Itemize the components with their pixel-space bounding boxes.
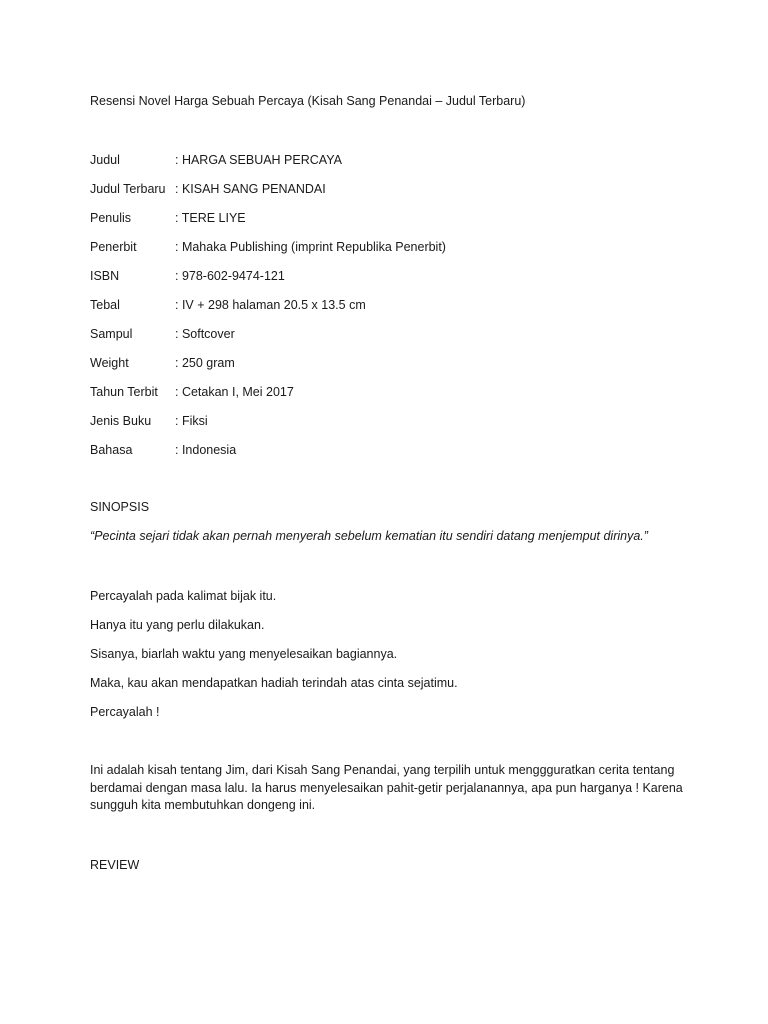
detail-row-tebal — [90, 296, 690, 325]
detail-label: Judul — [90, 153, 120, 167]
sinopsis-line: Maka, kau akan mendapatkan hadiah terindah atas cinta sejatimu. — [90, 676, 458, 690]
detail-label: Bahasa — [90, 443, 133, 457]
detail-label: Judul Terbaru — [90, 182, 166, 196]
detail-label: Penerbit — [90, 240, 137, 254]
review-heading: REVIEW — [90, 858, 140, 872]
detail-row-bahasa — [90, 441, 690, 470]
detail-value: : IV + 298 halaman 20.5 x 13.5 cm — [175, 298, 366, 312]
sinopsis-lines — [90, 587, 458, 732]
detail-row-tahun-terbit — [90, 383, 690, 412]
detail-value: : HARGA SEBUAH PERCAYA — [175, 153, 342, 167]
detail-label: Sampul — [90, 327, 133, 341]
detail-row-weight — [90, 354, 690, 383]
book-details — [90, 151, 690, 470]
sinopsis-heading: SINOPSIS — [90, 500, 150, 514]
detail-value: : Indonesia — [175, 443, 237, 457]
detail-row-judul-terbaru — [90, 180, 690, 209]
sinopsis-line: Percayalah pada kalimat bijak itu. — [90, 589, 277, 603]
detail-row-penerbit — [90, 238, 690, 267]
sinopsis-line: Hanya itu yang perlu dilakukan. — [90, 618, 265, 632]
sinopsis-line: Percayalah ! — [90, 705, 160, 719]
sinopsis-paragraph: Ini adalah kisah tentang Jim, dari Kisah Sang Penandai, yang terpilih untuk menggguratkan cerita tentang berdamai dengan masa lalu. Ia harus menyelesaikan pahit-getir perjalanannya, apa pun harganya ! Karena sungguh kita membutuhkan dongeng ini. — [90, 763, 683, 812]
sinopsis-quote: “Pecinta sejari tidak akan pernah menyerah sebelum kematian itu sendiri datang menjemput dirinya.” — [90, 529, 648, 543]
detail-value: : Fiksi — [175, 414, 208, 428]
detail-value: : Cetakan I, Mei 2017 — [175, 385, 294, 399]
detail-label: ISBN — [90, 269, 120, 283]
detail-label: Weight — [90, 356, 129, 370]
detail-label: Tebal — [90, 298, 120, 312]
detail-value: : TERE LIYE — [175, 211, 246, 225]
detail-label: Jenis Buku — [90, 414, 152, 428]
detail-label: Penulis — [90, 211, 131, 225]
detail-value: : 978-602-9474-121 — [175, 269, 285, 283]
detail-row-judul — [90, 151, 690, 180]
detail-row-jenis-buku — [90, 412, 690, 441]
sinopsis-line: Sisanya, biarlah waktu yang menyelesaikan bagiannya. — [90, 647, 398, 661]
detail-value: : Softcover — [175, 327, 235, 341]
detail-row-penulis — [90, 209, 690, 238]
detail-value: : Mahaka Publishing (imprint Republika Penerbit) — [175, 240, 446, 254]
detail-label: Tahun Terbit — [90, 385, 158, 399]
detail-row-isbn — [90, 267, 690, 296]
detail-row-sampul — [90, 325, 690, 354]
detail-value: : 250 gram — [175, 356, 235, 370]
detail-value: : KISAH SANG PENANDAI — [175, 182, 326, 196]
document-title: Resensi Novel Harga Sebuah Percaya (Kisah Sang Penandai – Judul Terbaru) — [90, 94, 526, 108]
